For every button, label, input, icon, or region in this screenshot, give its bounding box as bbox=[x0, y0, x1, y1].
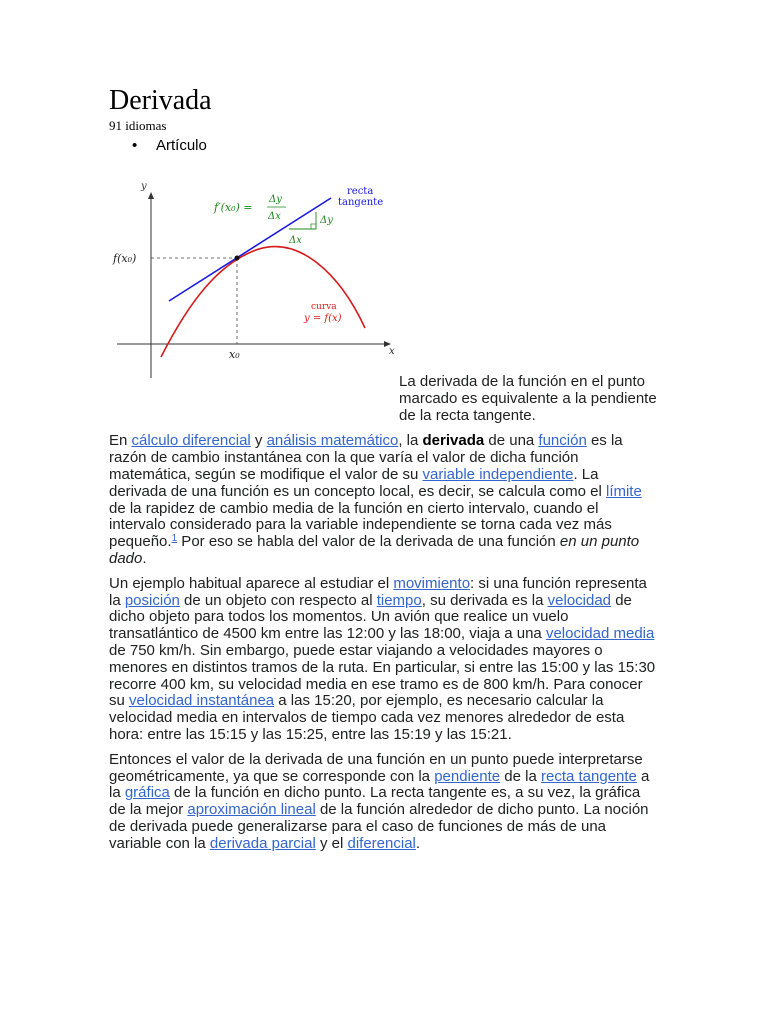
link-posicion[interactable]: posición bbox=[124, 591, 180, 609]
formula-lhs: f′(x₀) = bbox=[214, 201, 253, 214]
text: de la bbox=[500, 767, 541, 785]
formula-denominator: Δx bbox=[268, 211, 281, 222]
text: . bbox=[142, 549, 147, 567]
link-limite[interactable]: límite bbox=[605, 482, 642, 500]
x0-label: x₀ bbox=[229, 348, 240, 361]
bold-term-derivada: derivada bbox=[422, 432, 485, 450]
text: : si una función representa la bbox=[109, 574, 647, 609]
text: y el bbox=[315, 834, 348, 852]
text: Por eso se habla del valor de la derivada de una función bbox=[177, 533, 560, 551]
link-derivada-parcial[interactable]: derivada parcial bbox=[209, 834, 316, 852]
link-funcion[interactable]: función bbox=[538, 432, 587, 450]
link-movimiento[interactable]: movimiento bbox=[393, 574, 471, 592]
text: En bbox=[109, 432, 132, 450]
link-analisis-matematico[interactable]: análisis matemático bbox=[266, 432, 399, 450]
languages-link[interactable]: 91 idiomas bbox=[109, 118, 167, 133]
text: de la rapidez de cambio media de la función en cierto intervalo, cuando el intervalo considerado para la variable independiente se torna cada vez más pequeño. bbox=[109, 499, 612, 551]
link-tiempo[interactable]: tiempo bbox=[376, 591, 422, 609]
link-velocidad-media[interactable]: velocidad media bbox=[545, 625, 655, 643]
derivative-figure bbox=[109, 182, 659, 374]
y-axis-label: y bbox=[141, 182, 147, 192]
link-calculo-diferencial[interactable]: cálculo diferencial bbox=[131, 432, 251, 450]
paragraph-3 bbox=[109, 752, 659, 853]
paragraph-1 bbox=[109, 433, 659, 567]
text: , su derivada es la bbox=[421, 591, 548, 609]
y-axis-arrow-icon bbox=[148, 192, 154, 199]
tangent-label-1: recta bbox=[347, 186, 374, 197]
paragraph-2 bbox=[109, 576, 659, 744]
figure-caption: La derivada de la función en el punto marcado es equivalente a la pendiente de la recta tangente. bbox=[399, 373, 657, 424]
text: de un objeto con respecto al bbox=[179, 591, 377, 609]
link-velocidad-instantanea[interactable]: velocidad instantánea bbox=[129, 692, 275, 710]
x-axis-label: x bbox=[389, 346, 395, 357]
text: a las 15:20, por ejemplo, es necesario calcular la velocidad media en intervalos de tiempo cada vez menores alrededor de esta hora: entre las 15:15 y las 15:25, entre las 15:19 y las 15:21. bbox=[109, 692, 625, 743]
delta-x-label: Δx bbox=[289, 235, 302, 246]
bullet-icon: • bbox=[132, 137, 138, 154]
right-angle-mark bbox=[311, 224, 316, 229]
link-recta-tangente[interactable]: recta tangente bbox=[540, 767, 637, 785]
link-diferencial[interactable]: diferencial bbox=[347, 834, 416, 852]
delta-y-label: Δy bbox=[320, 215, 333, 226]
link-velocidad[interactable]: velocidad bbox=[547, 591, 612, 609]
article-body bbox=[109, 84, 659, 853]
formula-numerator: Δy bbox=[269, 194, 282, 205]
text: . bbox=[415, 834, 421, 852]
text: de la función alrededor de dicho punto. La noción de derivada puede generalizarse para el caso de funciones de más de una variable con la bbox=[109, 801, 649, 852]
link-pendiente[interactable]: pendiente bbox=[434, 767, 501, 785]
text: Entonces el valor de la derivada de una función en un punto puede interpretarse geométricamente, ya que se corresponde con la bbox=[109, 750, 643, 785]
tab-article-label: Artículo bbox=[156, 137, 207, 154]
link-aproximacion-lineal[interactable]: aproximación lineal bbox=[187, 801, 316, 819]
text: de la función en dicho punto. La recta tangente es, a su vez, la gráfica de la mejor bbox=[109, 784, 641, 819]
text: a la bbox=[109, 767, 650, 802]
text: de una bbox=[484, 432, 539, 450]
footnote-link-1[interactable]: 1 bbox=[171, 533, 178, 545]
curve-label-2: y = f(x) bbox=[304, 313, 342, 324]
text: de 750 km/h. Sin embargo, puede estar viajando a velocidades mayores o menores en distintos tramos de la ruta. En particular, si entre las 15:00 y las 15:30 recorre 400 km, su velocidad media en ese tramo es de 800 km/h. Para conocer su bbox=[109, 641, 656, 710]
article-tabs bbox=[109, 136, 659, 156]
italic-term: en un punto dado bbox=[109, 533, 640, 567]
tangent-label-2: tangente bbox=[338, 197, 384, 208]
page-title: Derivada bbox=[109, 85, 212, 116]
text: de dicho objeto para todos los momentos. Un avión que realice un vuelo transatlántico de 4500 km entre las 12:00 y las 18:00, viaja a una bbox=[109, 591, 632, 643]
tangent-point bbox=[235, 256, 240, 261]
fx0-label: f(x₀) bbox=[113, 252, 137, 265]
text: y bbox=[250, 432, 267, 450]
curve-label-1: curva bbox=[311, 302, 337, 312]
text: , la bbox=[398, 432, 423, 450]
text: es la razón de cambio instantánea con la que varía el valor de dicha función matemática, según se modifique el valor de su bbox=[109, 432, 623, 483]
tangent-diagram bbox=[109, 182, 399, 378]
link-grafica[interactable]: gráfica bbox=[124, 784, 170, 802]
link-variable-independiente[interactable]: variable independiente bbox=[422, 465, 574, 483]
text: Un ejemplo habitual aparece al estudiar el bbox=[109, 574, 394, 592]
text: . La derivada de una función es un concepto local, es decir, se calcula como el bbox=[109, 465, 606, 500]
tab-article[interactable] bbox=[109, 136, 659, 156]
